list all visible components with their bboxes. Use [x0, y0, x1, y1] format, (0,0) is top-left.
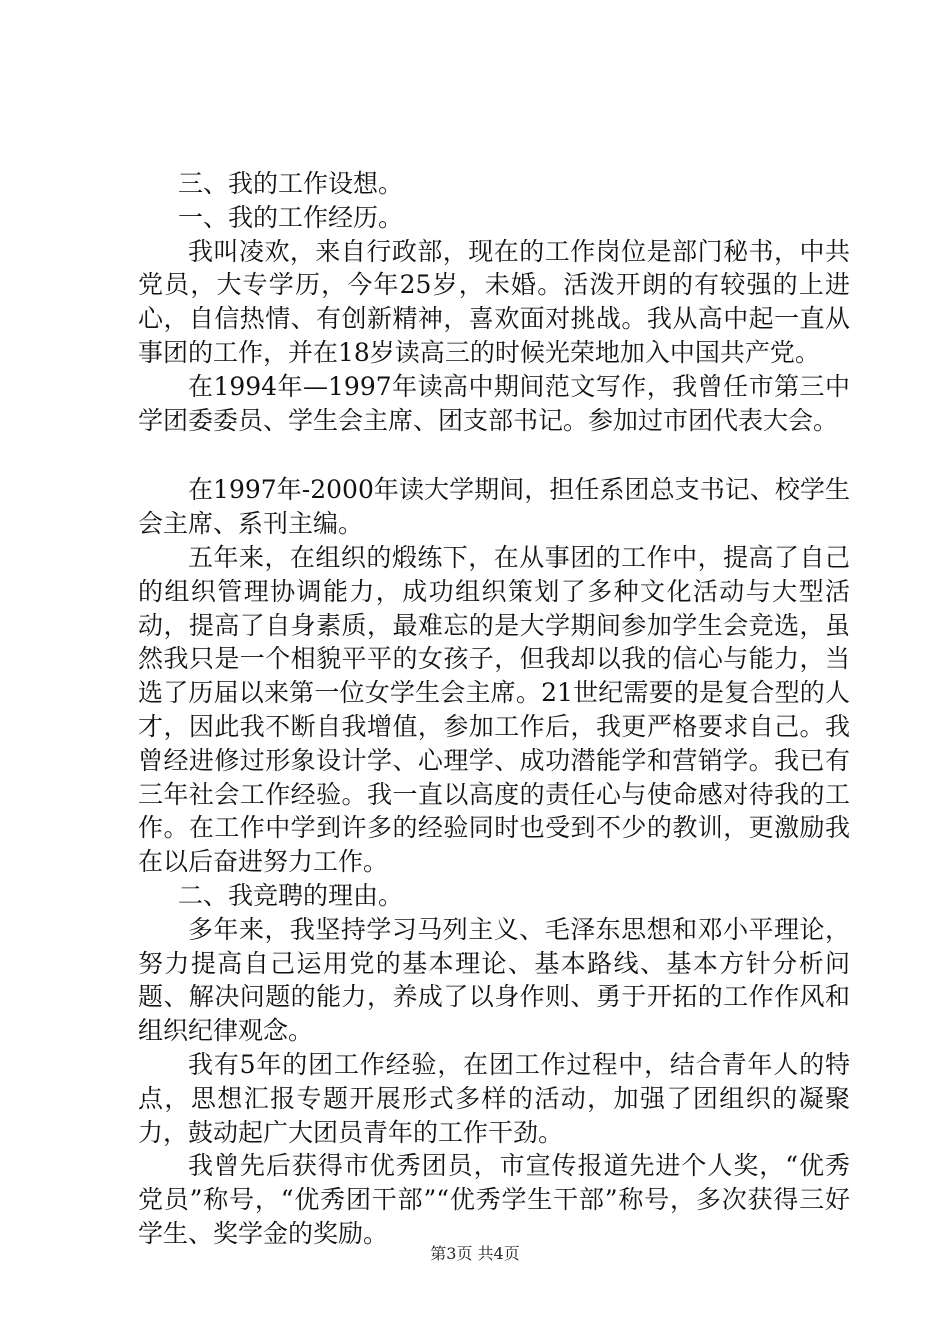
section-heading: 二、我竞聘的理由。 [178, 880, 404, 910]
body-paragraph: 我有5年的团工作经验，在团工作过程中，结合青年人的特点，思想汇报专题开展形式多样的活动，加强了团组织的凝聚力，鼓动起广大团员青年的工作干劲。 [138, 1049, 850, 1147]
section-heading: 一、我的工作经历。 [178, 202, 404, 232]
body-paragraph: 多年来，我坚持学习马列主义、毛泽东思想和邓小平理论，努力提高自己运用党的基本理论、基本路线、基本方针分析问题、解决问题的能力，养成了以身作则、勇于开拓的工作作风和组织纪律观念。 [138, 914, 850, 1046]
body-paragraph: 在1994年—1997年读高中期间范文写作，我曾任市第三中学团委委员、学生会主席、团支部书记。参加过市团代表大会。 [138, 371, 850, 435]
body-paragraph: 我叫凌欢，来自行政部，现在的工作岗位是部门秘书，中共党员，大专学历，今年25岁，未婚。活泼开朗的有较强的上进心，自信热情、有创新精神，喜欢面对挑战。我从高中起一直从事团的工作，并在18岁读高三的时候光荣地加入中国共产党。 [138, 236, 850, 367]
document-body [138, 167, 850, 1251]
section-heading: 三、我的工作设想。 [178, 169, 404, 198]
page-number-footer: 第3页 共4页 [430, 1244, 520, 1263]
body-paragraph: 在1997年-2000年读大学期间，担任系团总支书记、校学生会主席、系刊主编。 [138, 475, 850, 539]
body-paragraph: 五年来，在组织的煅练下，在从事团的工作中，提高了自己的组织管理协调能力，成功组织策划了多种文化活动与大型活动，提高了自身素质，最难忘的是大学期间参加学生会竞选，虽然我只是一个相貌平平的女孩子，但我却以我的信心与能力，当选了历届以来第一位女学生会主席。21世纪需要的是复合型的人才，因此我不断自我增值，参加工作后，我更严格要求自己。我曾经进修过形象设计学、心理学、成功潜能学和营销学。我已有三年社会工作经验。我一直以高度的责任心与使命感对待我的工作。在工作中学到许多的经验同时也受到不少的教训，更激励我在以后奋进努力工作。 [138, 542, 850, 877]
body-paragraph: 我曾先后获得市优秀团员，市宣传报道先进个人奖，“优秀党员”称号，“优秀团干部”“优秀学生干部”称号，多次获得三好学生、奖学金的奖励。 [138, 1151, 850, 1248]
paragraph-gap [138, 437, 850, 473]
